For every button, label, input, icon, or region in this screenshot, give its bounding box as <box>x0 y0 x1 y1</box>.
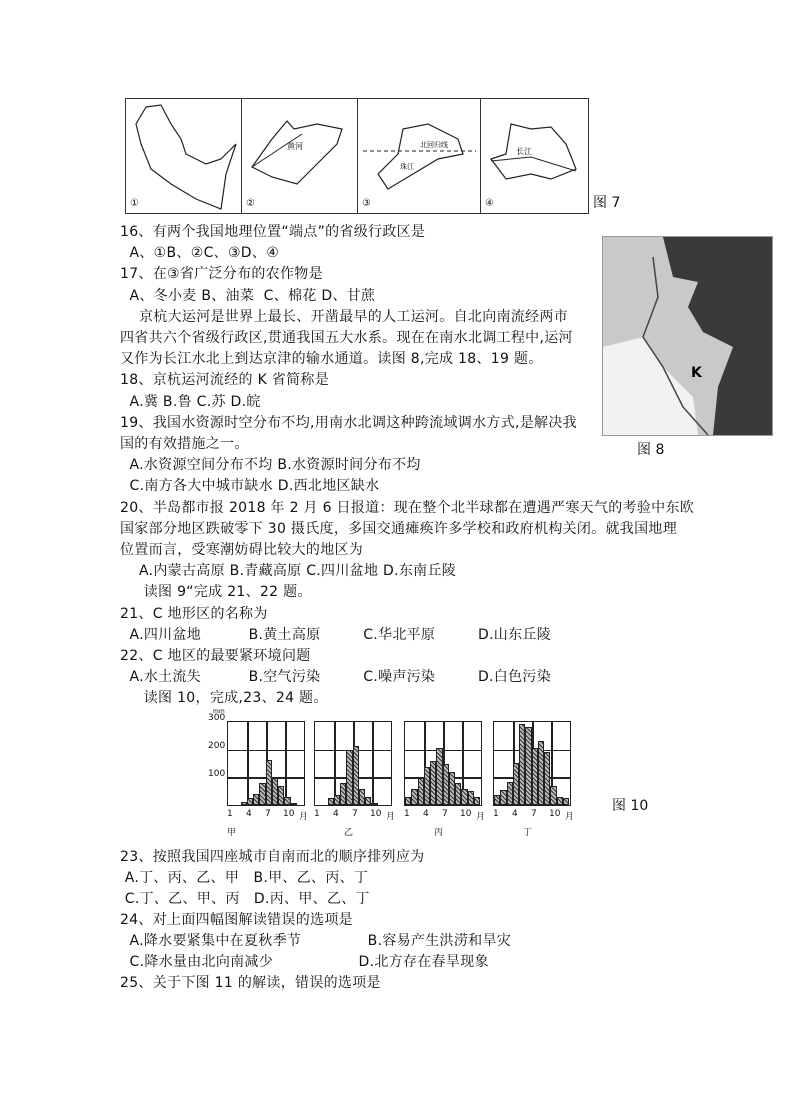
x-tick: 10 <box>460 809 472 819</box>
x-tick: 4 <box>246 809 252 819</box>
question-line: 19、我国水资源时空分布不均,用南水北调这种跨流域调水方式,是解决我 <box>120 414 577 431</box>
x-tick: 1 <box>314 809 320 819</box>
province-map-3 <box>358 99 480 213</box>
x-tick: 10 <box>370 809 382 819</box>
panel-number: ③ <box>362 198 371 209</box>
figure-8-grand-canal-map <box>602 236 773 436</box>
canal-map <box>603 237 772 435</box>
y-tick: 100 <box>208 769 226 779</box>
gridline <box>247 722 249 805</box>
x-tick: 4 <box>423 809 429 819</box>
precip-panel-1 <box>227 721 305 806</box>
panel-name: 乙 <box>344 828 354 838</box>
question-line: 京杭大运河是世界上最长、开凿最早的人工运河。自北向南流经两市 <box>120 308 568 325</box>
province-outline-4 <box>481 99 591 213</box>
panel-name: 甲 <box>227 828 237 838</box>
x-tick: 月 <box>565 812 575 822</box>
province-outline-3 <box>358 99 481 213</box>
question-line: 国的有效措施之一。 <box>120 436 249 452</box>
y-unit-label: mm <box>213 708 225 715</box>
question-line: 21、C 地形区的名称为 <box>120 605 268 622</box>
figure-8-caption: 图 8 <box>637 442 665 458</box>
x-tick: 1 <box>493 809 499 819</box>
precip-panel-4 <box>493 721 571 806</box>
y-tick: 200 <box>208 741 226 751</box>
question-line: 24、对上面四幅图解读错误的选项是 <box>120 912 353 928</box>
question-line: 22、C 地区的最要紧环境问题 <box>120 648 311 664</box>
province-map-1 <box>126 99 241 213</box>
question-line: A.水土流失 B.空气污染 C.噪声污染 D.白色污染 <box>120 669 551 686</box>
question-line: 四省共六个省级行政区,贯通我国五大水系。现在在南水北调工程中,运河 <box>120 330 573 346</box>
question-line: 读图 10，完成,23、24 题。 <box>120 690 328 707</box>
x-tick: 月 <box>386 812 396 822</box>
question-line: 读图 9“完成 21、22 题。 <box>120 584 312 601</box>
question-line: A.四川盆地 B.黄土高原 C.华北平原 D.山东丘陵 <box>120 626 551 643</box>
question-line: 17、在③省广泛分布的农作物是 <box>120 266 323 283</box>
question-line: C.南方各大中城市缺水 D.西北地区缺水 <box>120 478 380 495</box>
question-line: A.降水要紧集中在夏秋季节 B.容易产生洪涝和旱灾 <box>120 933 512 949</box>
question-line: 25、关于下图 11 的解读，错误的选项是 <box>120 975 381 991</box>
question-line: 又作为长江水北上到达京津的输水通道。读图 8,完成 18、19 题。 <box>120 351 543 368</box>
bar-甲-month-11 <box>291 803 297 805</box>
figure-10-caption: 图 10 <box>612 798 649 814</box>
bar-乙-month-10 <box>371 803 377 805</box>
question-line: 16、有两个我国地理位置“端点”的省级行政区是 <box>120 224 426 240</box>
gridline <box>405 750 481 752</box>
yangtze-label: 长江 <box>516 147 532 156</box>
x-tick: 7 <box>265 809 271 819</box>
x-tick: 月 <box>299 812 309 822</box>
figure-7-province-outlines <box>125 98 589 214</box>
question-line: 位置而言，受寒潮妨碍比较大的地区为 <box>120 542 364 558</box>
yellow-river-label: 黄河 <box>287 142 303 151</box>
province-outline-2 <box>242 99 358 213</box>
panel-name: 丁 <box>523 828 533 838</box>
bar-丙-month-12 <box>474 797 480 805</box>
question-line: A.水资源空间分布不均 B.水资源时间分布不均 <box>120 457 421 474</box>
x-tick: 月 <box>476 812 486 822</box>
panel-number: ② <box>246 198 255 209</box>
gridline <box>285 722 287 805</box>
gridline <box>228 750 304 752</box>
question-line: 国家部分地区跌破零下 30 摄氏度，多国交通瘫痪许多学校和政府机构关闭。就我国地理 <box>120 520 678 537</box>
x-tick: 1 <box>404 809 410 819</box>
province-map-4 <box>481 99 591 213</box>
x-tick: 7 <box>352 809 358 819</box>
question-line: 23、按照我国四座城市自南而北的顺序排列应为 <box>120 849 425 865</box>
province-outline-1 <box>126 99 242 213</box>
k-province-marker: K <box>691 365 702 381</box>
question-line: C.降水量由北向南减少 D.北方存在春旱现象 <box>120 954 489 970</box>
x-tick: 4 <box>333 809 339 819</box>
x-tick: 4 <box>512 809 518 819</box>
x-tick: 7 <box>531 809 537 819</box>
question-line: A.内蒙古高原 B.青藏高原 C.四川盆地 D.东南丘陵 <box>120 563 457 580</box>
gridline <box>372 722 374 805</box>
panel-number: ④ <box>485 198 494 209</box>
question-line: A、冬小麦 B、油菜 C、棉花 D、甘蔗 <box>120 287 376 304</box>
gridline <box>334 722 336 805</box>
tropic-of-cancer-label: 北回归线 <box>420 141 448 149</box>
panel-name: 丙 <box>434 828 444 838</box>
question-line: 18、京杭运河流经的 K 省简称是 <box>120 372 329 389</box>
figure-7-caption: 图 7 <box>593 195 621 211</box>
bar-丁-month-12 <box>563 798 569 805</box>
x-tick: 7 <box>442 809 448 819</box>
figure-10-precipitation-charts <box>205 705 585 840</box>
pearl-river-label: 珠江 <box>400 163 414 171</box>
precip-panel-3 <box>404 721 482 806</box>
y-tick: 300 <box>208 713 226 723</box>
x-tick: 10 <box>549 809 561 819</box>
province-map-2 <box>242 99 357 213</box>
question-line: C.丁、乙、甲、丙 D.丙、甲、乙、丁 <box>120 891 370 907</box>
precip-panel-2 <box>314 721 392 806</box>
panel-number: ① <box>130 198 139 209</box>
question-line: A.冀 B.鲁 C.苏 D.皖 <box>120 393 261 410</box>
question-line: A.丁、丙、乙、甲 B.甲、乙、丙、丁 <box>120 870 369 886</box>
question-line: 20、半岛都市报 2018 年 2 月 6 日报道：现在整个北半球都在遭遇严寒天气的考验中东欧 <box>120 499 695 516</box>
x-tick: 10 <box>283 809 295 819</box>
question-line: A、①B、②C、③D、④ <box>120 245 280 262</box>
x-tick: 1 <box>227 809 233 819</box>
